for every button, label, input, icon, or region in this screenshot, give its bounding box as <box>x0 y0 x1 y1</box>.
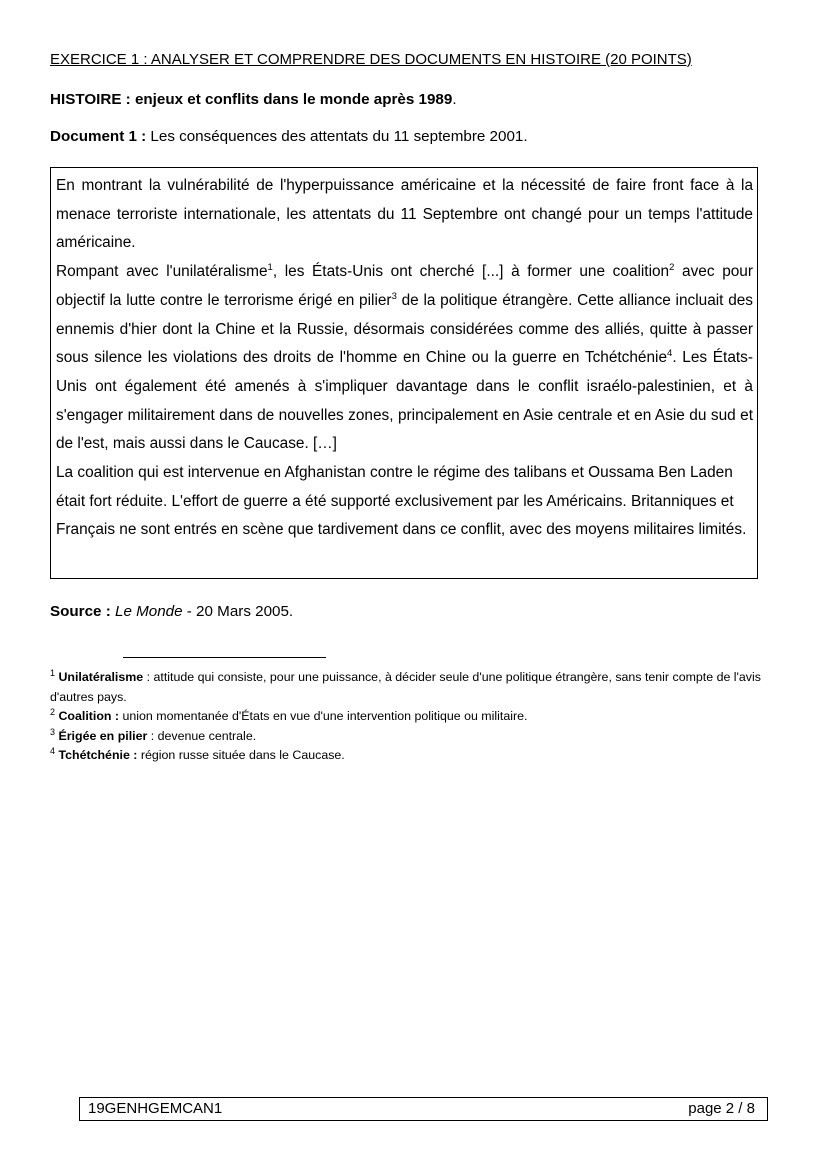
section-label: HISTOIRE : enjeux et conflits dans le monde après 1989 <box>50 91 453 108</box>
document-excerpt-box <box>50 167 758 579</box>
footnote-ref-1: 1 <box>267 262 273 274</box>
footnote-2 <box>50 707 762 727</box>
footnote-text: région russe située dans le Caucase. <box>137 748 345 762</box>
footnote-text: union momentanée d'États en vue d'une intervention politique ou militaire. <box>119 709 528 723</box>
section-period: . <box>452 91 457 108</box>
footnote-term: Unilatéralisme <box>58 670 144 684</box>
footnote-number: 2 <box>50 707 56 717</box>
document-title-text: Les conséquences des attentats du 11 septembre 2001. <box>146 128 528 145</box>
excerpt-paragraph-3: La coalition qui est intervenue en Afghanistan contre le régime des talibans et Oussama Ben Laden était fort réduite. L'effort de guerre a été supporté exclusivement par les Américains. Britanniques et Français ne sont entrés en scène que tardivement dans ce conflit, avec des moyens militaires limités. <box>56 464 747 539</box>
source-label: Source : <box>50 603 111 620</box>
footnote-number: 4 <box>50 746 56 756</box>
footnote-term: Coalition : <box>58 709 120 723</box>
document-label: Document 1 : <box>50 128 147 145</box>
section-title <box>50 91 457 108</box>
p2-part-e: . Les États-Unis ont également été amenés à s'impliquer davantage dans le conflit israélo-palestinien, et à s'engager militairement dans de nouvelles zones, principalement en Asie centrale et en Asie du sud et de l'est, mais aussi dans le Caucase. […] <box>56 349 753 453</box>
footnote-ref-4: 4 <box>667 348 673 360</box>
footnote-number: 3 <box>50 726 56 737</box>
footnote-number: 1 <box>50 668 56 678</box>
footnote-text: : devenue centrale. <box>147 728 257 743</box>
footnote-term: Tchétchénie : <box>58 748 138 762</box>
footnote-term: Érigée en pilier <box>58 728 148 743</box>
source-line <box>50 603 293 620</box>
excerpt-paragraph-1: En montrant la vulnérabilité de l'hyperpuissance américaine et la nécessité de faire front face à la menace terroriste internationale, les attentats du 11 Septembre ont changé pour un temps l'attitude américaine. <box>56 177 753 252</box>
footer-code: 19GENHGEMCAN1 <box>88 1100 223 1117</box>
excerpt-paragraph-2 <box>56 258 753 459</box>
source-publication: Le Monde <box>115 603 183 620</box>
footnote-ref-2: 2 <box>669 262 675 274</box>
p2-part-a: Rompant avec l'unilatéralisme <box>56 263 268 281</box>
p2-part-b: , les États-Unis ont cherché [...] à former une coalition <box>272 263 670 281</box>
footnote-ref-3: 3 <box>391 290 397 302</box>
p2-part-d: de la politique étrangère. Cette alliance incluait des ennemis d'hier dont la Chine et la Russie, désormais considérées comme des alliés, quitte à passer sous silence les violations des droits de l'homme en Chine ou la guerre en Tchétchénie <box>56 291 754 367</box>
footnote-separator <box>123 657 326 658</box>
document-title <box>50 128 528 145</box>
source-date: - 20 Mars 2005. <box>182 603 294 620</box>
footnote-1 <box>50 668 762 707</box>
footnote-3 <box>50 727 762 747</box>
footnotes <box>50 668 762 766</box>
page-footer <box>79 1097 768 1121</box>
exercise-title: EXERCICE 1 : ANALYSER ET COMPRENDRE DES DOCUMENTS EN HISTOIRE (20 POINTS) <box>50 51 692 68</box>
footnote-4 <box>50 746 762 766</box>
p2-part-c: avec pour objectif la lutte contre le terrorisme érigé en pilier <box>56 263 753 309</box>
page-number: page 2 / 8 <box>688 1100 755 1117</box>
footnote-text: : attitude qui consiste, pour une puissance, à décider seule d'une politique étrangère, sans tenir compte de l'avis d'autres pays. <box>50 670 761 704</box>
